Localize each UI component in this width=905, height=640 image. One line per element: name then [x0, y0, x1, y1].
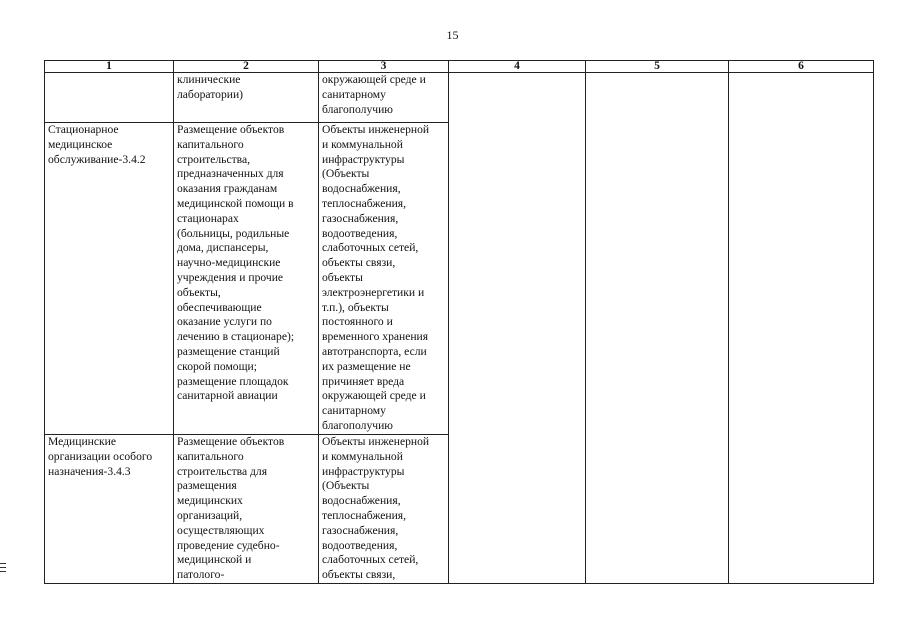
margin-mark [0, 567, 6, 568]
cell-text-line: благополучию [322, 102, 393, 116]
cell-text-line: газоснабжения, [322, 211, 399, 225]
cell-empty-col5 [586, 73, 729, 123]
cell-text-line: инфраструктуры [322, 464, 405, 478]
cell-text-line: назначения-3.4.3 [48, 464, 131, 478]
cell-text-line: Медицинские [48, 435, 116, 448]
cell-text-line: обслуживание-3.4.2 [48, 152, 146, 166]
cell-text-line: строительства, [177, 152, 251, 166]
cell-text-line: проведение судебно- [177, 538, 280, 552]
cell-text-line: объекты [322, 270, 363, 284]
cell-text-line: капитального [177, 137, 244, 151]
cell-text-line: (Объекты [322, 167, 370, 181]
cell-text-line: лаборатории) [177, 87, 244, 101]
table-header-row [45, 61, 874, 73]
cell-continuation-col1 [45, 73, 174, 123]
cell-text-line: санитарной авиации [177, 389, 278, 403]
column-header-4: 4 [449, 61, 586, 73]
cell-text-line: т.п.), объекты [322, 300, 389, 314]
cell-text-line: медицинское [48, 137, 113, 151]
cell-text-line: окружающей среде и [322, 389, 426, 403]
cell-text-line: лечению в стационаре); [177, 330, 295, 344]
cell-text-line: организации особого [48, 449, 153, 463]
cell-text-line: (Объекты [322, 479, 370, 493]
cell-text-line: электроэнергетики и [322, 285, 425, 299]
page-number: 15 [446, 28, 459, 42]
cell-text-line: размещение станций [177, 344, 280, 358]
cell-continuation-col3 [319, 73, 449, 123]
cell-text-line: слаботочных сетей, [322, 241, 419, 255]
cell-text-line: (больницы, родильные [177, 226, 290, 240]
cell-text-line: учреждения и прочие [177, 270, 284, 284]
column-header-3: 3 [319, 61, 449, 73]
cell-text-line: научно-медицинские [177, 256, 281, 270]
cell-text-line: осуществляющих [177, 523, 265, 537]
cell-text-line: размещения [177, 479, 237, 493]
cell-row1-col2 [174, 123, 319, 435]
cell-text-line: предназначенных для [177, 167, 284, 181]
cell-text-line: постоянного и [322, 315, 393, 329]
cell-text-line: клинические [177, 73, 241, 86]
cell-text-line: слаботочных сетей, [322, 553, 419, 567]
margin-mark [0, 563, 6, 564]
cell-text-line: окружающей среде и [322, 73, 426, 86]
cell-text-line: организаций, [177, 508, 243, 522]
cell-text-line: благополучию [322, 418, 393, 432]
column-header-2: 2 [174, 61, 319, 73]
cell-text-line: размещение площадок [177, 374, 289, 388]
cell-text-line: Стационарное [48, 123, 119, 136]
cell-row1-col3 [319, 123, 449, 435]
cell-row2-col2 [174, 435, 319, 584]
cell-empty-col6 [729, 435, 874, 584]
cell-text-line: оказание услуги по [177, 315, 272, 329]
cell-text-line: теплоснабжения, [322, 196, 407, 210]
cell-text-line: причиняет вреда [322, 374, 405, 388]
cell-text-line: санитарному [322, 404, 386, 418]
cell-text-line: объекты связи, [322, 256, 396, 270]
cell-text-line: санитарному [322, 87, 386, 101]
cell-text-line: временного хранения [322, 330, 429, 344]
cell-empty-col4 [449, 73, 586, 123]
cell-empty-col4 [449, 123, 586, 435]
cell-text-line: водоотведения, [322, 226, 398, 240]
cell-empty-col4 [449, 435, 586, 584]
column-header-6: 6 [729, 61, 874, 73]
cell-row2-col3 [319, 435, 449, 584]
cell-empty-col6 [729, 73, 874, 123]
cell-text-line: дома, диспансеры, [177, 241, 269, 255]
column-header-5: 5 [586, 61, 729, 73]
cell-text-line: Объекты инженерной [322, 123, 430, 136]
cell-text-line: водоотведения, [322, 538, 398, 552]
cell-text-line: и коммунальной [322, 449, 403, 463]
table-row [45, 435, 874, 584]
cell-text-line: водоснабжения, [322, 494, 401, 508]
cell-text-line: медицинской и [177, 553, 252, 567]
cell-text-line: медицинской помощи в [177, 196, 294, 210]
cell-text-line: патолого- [177, 568, 225, 582]
cell-text-line: и коммунальной [322, 137, 403, 151]
cell-text-line: водоснабжения, [322, 182, 401, 196]
cell-text-line: Размещение объектов [177, 435, 285, 448]
cell-text-line: оказания гражданам [177, 182, 278, 196]
cell-text-line: скорой помощи; [177, 359, 257, 373]
cell-text-line: медицинских [177, 494, 243, 508]
table-row [45, 123, 874, 435]
cell-text-line: газоснабжения, [322, 523, 399, 537]
cell-text-line: строительства для [177, 464, 268, 478]
cell-text-line: инфраструктуры [322, 152, 405, 166]
cell-text-line: обеспечивающие [177, 300, 262, 314]
cell-text-line: автотранспорта, если [322, 344, 427, 358]
cell-text-line: капитального [177, 449, 244, 463]
cell-text-line: Объекты инженерной [322, 435, 430, 448]
cell-text-line: стационарах [177, 211, 239, 225]
cell-text-line: их размещение не [322, 359, 411, 373]
cell-text-line: объекты связи, [322, 568, 396, 582]
table-row [45, 73, 874, 123]
cell-text-line: объекты, [177, 285, 221, 299]
cell-empty-col5 [586, 123, 729, 435]
document-table [44, 60, 874, 584]
cell-row2-col1 [45, 435, 174, 584]
cell-row1-col1 [45, 123, 174, 435]
cell-empty-col5 [586, 435, 729, 584]
cell-continuation-col2 [174, 73, 319, 123]
cell-text-line: Размещение объектов [177, 123, 285, 136]
cell-empty-col6 [729, 123, 874, 435]
cell-text-line: теплоснабжения, [322, 508, 407, 522]
column-header-1: 1 [45, 61, 174, 73]
margin-mark [0, 571, 6, 572]
